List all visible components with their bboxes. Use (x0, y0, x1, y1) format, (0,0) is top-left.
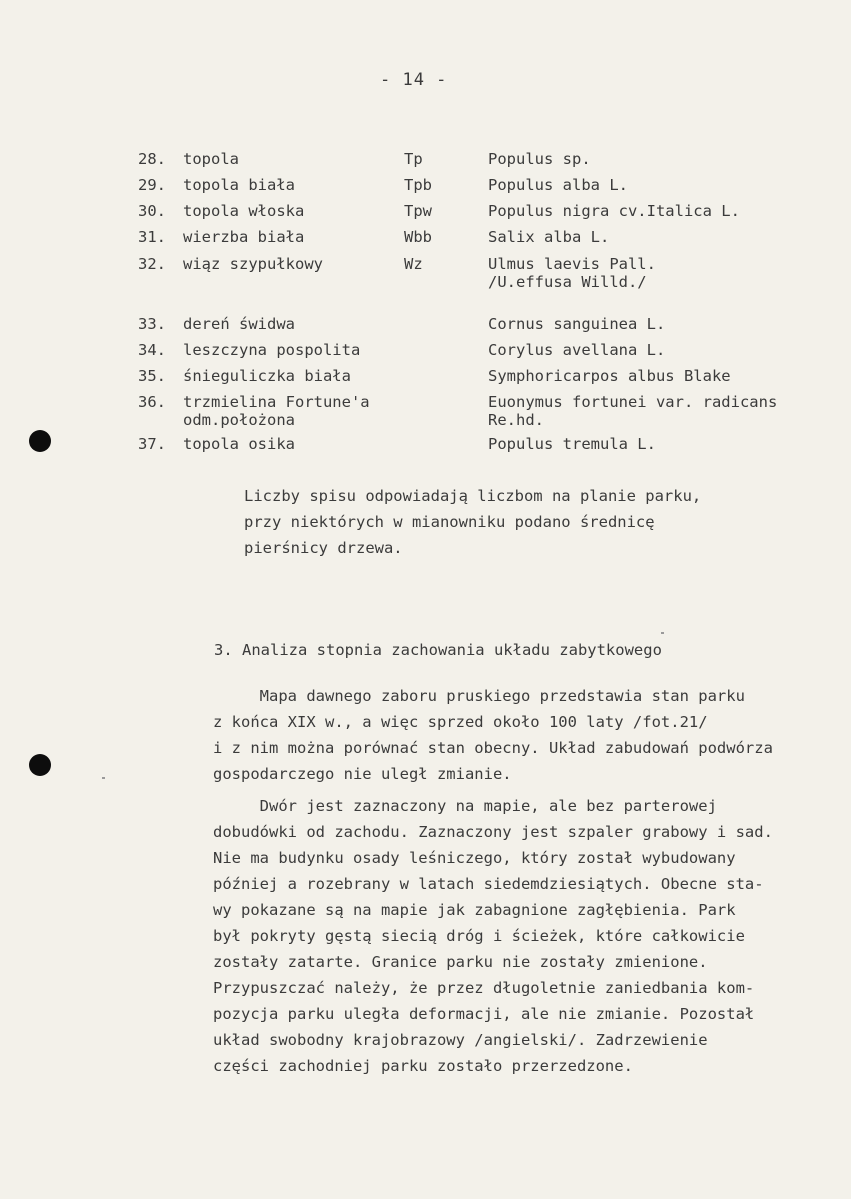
note-line: Liczby spisu odpowiadają liczbom na planie parku, (244, 487, 702, 505)
species-latin-name: Salix alba L. (488, 228, 610, 246)
paragraph-line: z końca XIX w., a więc sprzed około 100 laty /fot.21/ (213, 713, 708, 731)
paragraph-line: układ swobodny krajobrazowy /angielski/. Zadrzewienie (213, 1031, 708, 1049)
species-abbreviation: Tpw (404, 202, 432, 220)
section-heading: 3. Analiza stopnia zachowania układu zabytkowego (214, 641, 662, 659)
species-abbreviation: Tpb (404, 176, 432, 194)
species-number: 33. (138, 315, 166, 333)
species-common-name: wiąz szypułkowy (183, 255, 323, 273)
species-number: 35. (138, 367, 166, 385)
punch-hole-lower (29, 754, 51, 776)
note-line: przy niektórych w mianowniku podano średnicę (244, 513, 655, 531)
species-common-name: trzmielina Fortune'a (183, 393, 370, 411)
species-number: 28. (138, 150, 166, 168)
species-common-name: topola osika (183, 435, 295, 453)
scan-speck (102, 777, 105, 779)
species-number: 31. (138, 228, 166, 246)
scan-speck (661, 632, 664, 634)
species-variety: odm.położona (183, 411, 295, 429)
paragraph-line: dobudówki od zachodu. Zaznaczony jest szpaler grabowy i sad. (213, 823, 773, 841)
species-number: 34. (138, 341, 166, 359)
species-abbreviation: Wz (404, 255, 423, 273)
note-line: pierśnicy drzewa. (244, 539, 403, 557)
punch-hole-upper (29, 430, 51, 452)
species-latin-name: Corylus avellana L. (488, 341, 666, 359)
paragraph-line: Przypuszczać należy, że przez długoletnie zaniedbania kom- (213, 979, 755, 997)
paragraph-line: zostały zatarte. Granice parku nie zostały zmienione. (213, 953, 708, 971)
species-latin-name: Populus nigra cv.Italica L. (488, 202, 740, 220)
paragraph-line: gospodarczego nie uległ zmianie. (213, 765, 512, 783)
species-number: 29. (138, 176, 166, 194)
species-latin-name: Symphoricarpos albus Blake (488, 367, 731, 385)
species-number: 37. (138, 435, 166, 453)
species-number: 30. (138, 202, 166, 220)
species-common-name: topola (183, 150, 239, 168)
species-common-name: śnieguliczka biała (183, 367, 351, 385)
species-latin-synonym: /U.effusa Willd./ (488, 273, 647, 291)
species-number: 32. (138, 255, 166, 273)
paragraph-line: był pokryty gęstą siecią dróg i ścieżek, które całkowicie (213, 927, 745, 945)
paragraph-line: wy pokazane są na mapie jak zabagnione zagłębienia. Park (213, 901, 736, 919)
species-common-name: leszczyna pospolita (183, 341, 361, 359)
species-latin-name: Populus alba L. (488, 176, 628, 194)
species-latin-name: Populus sp. (488, 150, 591, 168)
species-abbreviation: Wbb (404, 228, 432, 246)
species-latin-name: Euonymus fortunei var. radicans (488, 393, 778, 411)
species-common-name: topola włoska (183, 202, 305, 220)
species-common-name: topola biała (183, 176, 295, 194)
paragraph-line: i z nim można porównać stan obecny. Układ zabudowań podwórza (213, 739, 773, 757)
species-common-name: wierzba biała (183, 228, 305, 246)
species-common-name: dereń świdwa (183, 315, 295, 333)
list-note (244, 483, 824, 561)
paragraph-line: części zachodniej parku zostało przerzedzone. (213, 1057, 633, 1075)
species-abbreviation: Tp (404, 150, 423, 168)
paragraph-1 (213, 683, 851, 787)
paragraph-2 (213, 793, 851, 1079)
page-number: - 14 - (380, 70, 448, 90)
paragraph-line: Nie ma budynku osady leśniczego, który został wybudowany (213, 849, 736, 867)
species-latin-name: Populus tremula L. (488, 435, 656, 453)
species-latin-author: Re.hd. (488, 411, 544, 429)
paragraph-line: pozycja parku uległa deformacji, ale nie zmianie. Pozostał (213, 1005, 755, 1023)
species-latin-name: Cornus sanguinea L. (488, 315, 666, 333)
paragraph-line: Mapa dawnego zaboru pruskiego przedstawia stan parku (213, 687, 745, 705)
paragraph-line: Dwór jest zaznaczony na mapie, ale bez parterowej (213, 797, 717, 815)
species-number: 36. (138, 393, 166, 411)
paragraph-line: później a rozebrany w latach siedemdziesiątych. Obecne sta- (213, 875, 764, 893)
species-latin-name: Ulmus laevis Pall. (488, 255, 656, 273)
